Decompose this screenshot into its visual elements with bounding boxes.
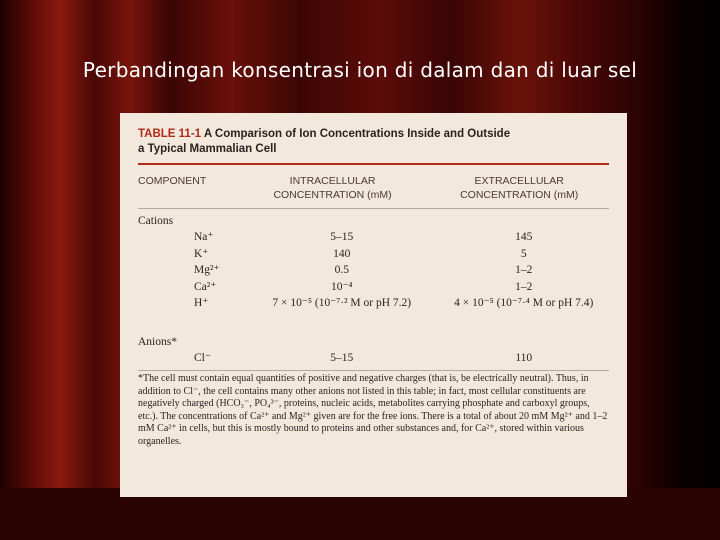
- table-row: [138, 229, 609, 246]
- table-footnote: *The cell must contain equal quantities of positive and negative charges (that is, be electrically neutral). Thus, in addition to Cl⁻, the cell contains many other anions not listed in this table; in fact, most cellular constituents are negatively charged (HCO₃⁻, PO₄³⁻, proteins, nucleic acids, metabolites carrying phosphate and carboxyl groups, etc.). The concentrations of Ca²⁺ and Mg²⁺ given are for the free ions. There is a total of about 20 mM Mg²⁺ and 1–2 mM Ca²⁺ in cells, but this is mostly bound to proteins and other substances and, for Ca²⁺, stored within various organelles.: [138, 373, 608, 447]
- group-spacer: [138, 312, 609, 334]
- extra-value: 1–2: [515, 264, 533, 276]
- ion-name: K⁺: [194, 247, 209, 260]
- intra-value: 7 × 10⁻⁵ (10⁻⁷·² M or pH 7.2): [272, 297, 412, 309]
- extra-value: 110: [515, 351, 533, 364]
- ion-name: Ca²⁺: [194, 280, 217, 293]
- table-row: [138, 295, 609, 312]
- table-top-rule: [138, 163, 609, 165]
- intra-value: 5–15: [330, 231, 354, 243]
- extra-value: 5: [520, 247, 527, 260]
- table-row: [138, 350, 609, 367]
- table-body: [138, 213, 609, 366]
- table-label: TABLE 11-1: [138, 128, 202, 140]
- extra-value: 145: [515, 231, 533, 243]
- table-row: [138, 279, 609, 296]
- table-title-line2: a Typical Mammalian Cell: [138, 143, 277, 155]
- table-column-headers: [138, 174, 609, 202]
- ion-name: Mg²⁺: [194, 264, 220, 276]
- ion-name: Na⁺: [194, 231, 214, 243]
- slide-title: Perbandingan konsentrasi ion di dalam dan di luar sel: [82, 58, 638, 82]
- intra-value: 10⁻⁴: [330, 280, 353, 293]
- table-row: [138, 262, 609, 279]
- anions-label: Anions*: [138, 335, 177, 348]
- extra-value: 4 × 10⁻⁵ (10⁻⁷·⁴ M or pH 7.4): [454, 297, 594, 309]
- table-header-rule: [138, 208, 609, 209]
- ion-name: H⁺: [194, 297, 209, 309]
- table-heading: [138, 127, 609, 157]
- cations-label: Cations: [138, 215, 174, 227]
- col-intracellular: INTRACELLULAR CONCENTRATION (mM): [273, 175, 392, 201]
- ion-table-card: [120, 113, 627, 497]
- table-bottom-rule: [138, 370, 609, 371]
- intra-value: 140: [333, 247, 351, 260]
- table-row: [138, 246, 609, 263]
- ion-name: Cl⁻: [194, 351, 211, 364]
- table-title-line1: A Comparison of Ion Concentrations Inside and Outside: [203, 128, 511, 140]
- intra-value: 0.5: [334, 264, 349, 276]
- col-component: COMPONENT: [138, 175, 207, 187]
- col-extracellular: EXTRACELLULAR CONCENTRATION (mM): [460, 175, 579, 201]
- extra-value: 1–2: [515, 280, 533, 293]
- intra-value: 5–15: [330, 351, 354, 364]
